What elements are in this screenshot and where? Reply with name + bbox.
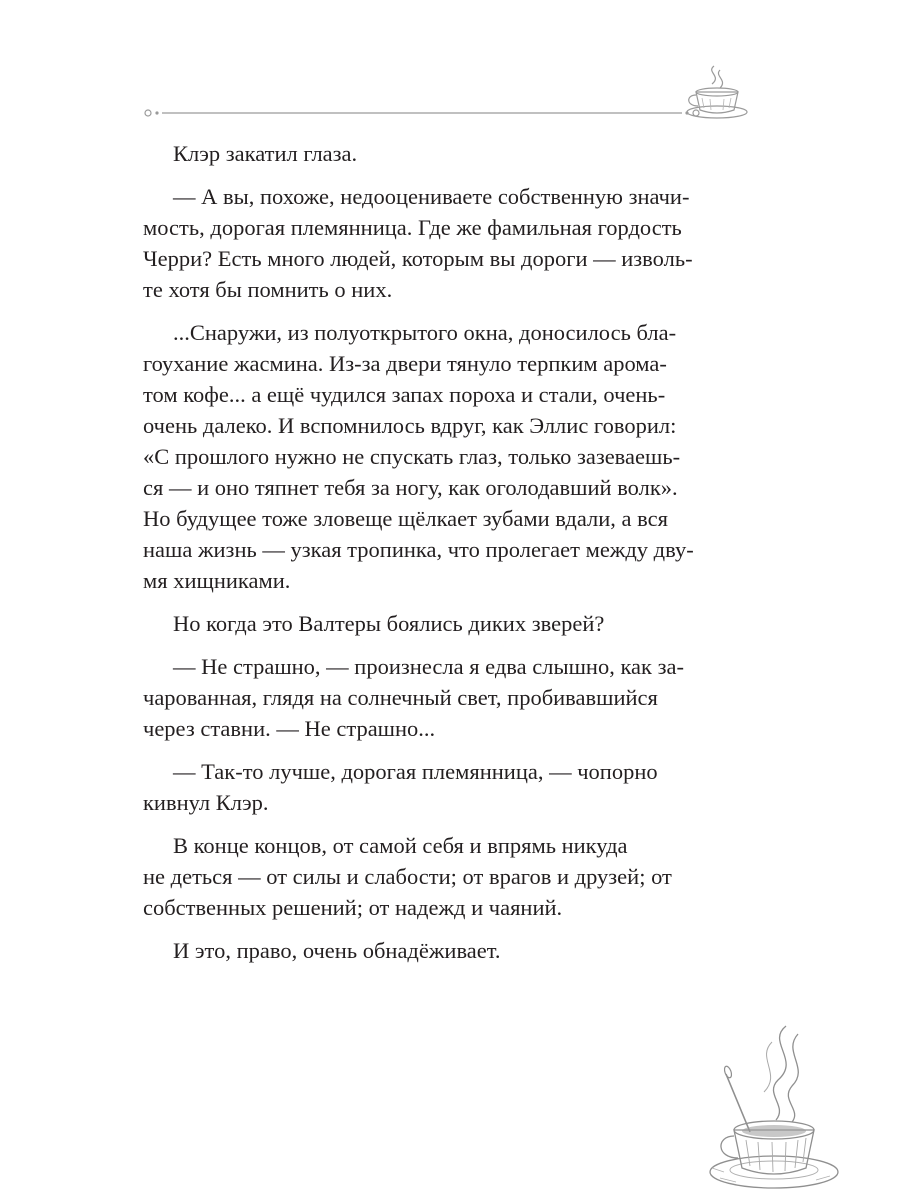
paragraph: ...Снаружи, из полуоткрытого окна, доносилось бла- гоухание жасмина. Из-за двери тянуло терпким арома- том кофе... а ещё чудился запах пороха и стали, очень- очень далеко. И вспомнилось вдруг, как Эллис говорил: «С прошлого нужно не спускать глаз, только зазеваешь- ся — и оно тяпнет тебя за ногу, как оголодавший волк». Но будущее тоже зловеще щёлкает зубами вдали, а вся наша жизнь — узкая тропинка, что пролегает между дву- мя хищниками. — [143, 320, 694, 593]
paragraph: — Так-то лучше, дорогая племянница, — чопорно кивнул Клэр. — [143, 759, 658, 815]
paragraph: Но когда это Валтеры боялись диких зверей? — [173, 611, 605, 636]
paragraph: Клэр закатил глаза. — [173, 141, 358, 166]
paragraph: — Не страшно, — произнесла я едва слышно, как за- чарованная, глядя на солнечный свет, пробивавшийся через ставни. — Не страшно... — [143, 654, 684, 741]
paragraph: В конце концов, от самой себя и впрямь никуда не деться — от силы и слабости; от врагов и друзей; от собственных решений; от надежд и чаяний. — [143, 833, 672, 920]
paragraph: И это, право, очень обнадёживает. — [173, 938, 501, 963]
paragraph: — А вы, похоже, недооцениваете собственную значи- мость, дорогая племянница. Где же фамильная гордость Черри? Есть много людей, которым вы дороги — изволь- те хотя бы помнить о них. — [143, 184, 693, 302]
body-text — [143, 138, 757, 978]
header-rule-ornament — [142, 106, 702, 120]
coffee-cup-icon — [684, 62, 750, 120]
coffee-cup-saucer-icon — [706, 1022, 844, 1192]
